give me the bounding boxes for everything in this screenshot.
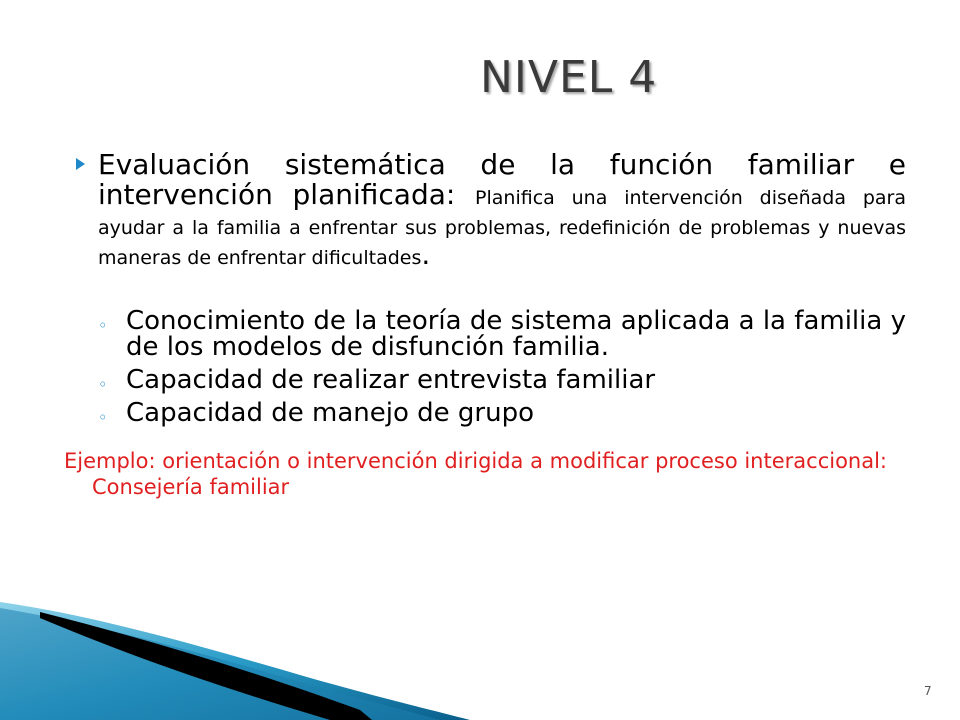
sub-bullet-item — [98, 308, 906, 360]
slide-title: NIVEL 4 — [480, 52, 658, 103]
ring-bullet-icon: ◦ — [98, 375, 108, 394]
sub-bullet-text: Capacidad de manejo de grupo — [126, 398, 534, 428]
slide-body — [64, 150, 906, 500]
sub-bullet-item — [98, 367, 906, 393]
sub-bullet-list — [64, 308, 906, 426]
ring-bullet-icon: ◦ — [98, 408, 108, 427]
main-bullet-end-mark: . — [421, 238, 431, 271]
example-text: Ejemplo: orientación o intervención dirigida a modificar proceso interaccional: Consejería familiar — [64, 449, 888, 499]
slide-number: 7 — [924, 684, 932, 698]
sub-bullet-text: Conocimiento de la teoría de sistema aplicada a la familia y de los modelos de disfunción familia. — [126, 306, 906, 362]
main-bullet-heading: Evaluación sistemática de la función familiar e intervención planificada: — [98, 148, 906, 211]
main-bullet — [64, 150, 906, 270]
sub-bullet-item — [98, 400, 906, 426]
ring-bullet-icon: ◦ — [98, 316, 108, 335]
triangle-bullet-icon — [76, 158, 85, 170]
sub-bullet-text: Capacidad de realizar entrevista familiar — [126, 365, 656, 395]
main-bullet-detail: Planifica una intervención diseñada para ayudar a la familia a enfrentar sus problemas, redefinición de problemas y nuevas maneras de enfrentar dificultades — [98, 187, 906, 269]
